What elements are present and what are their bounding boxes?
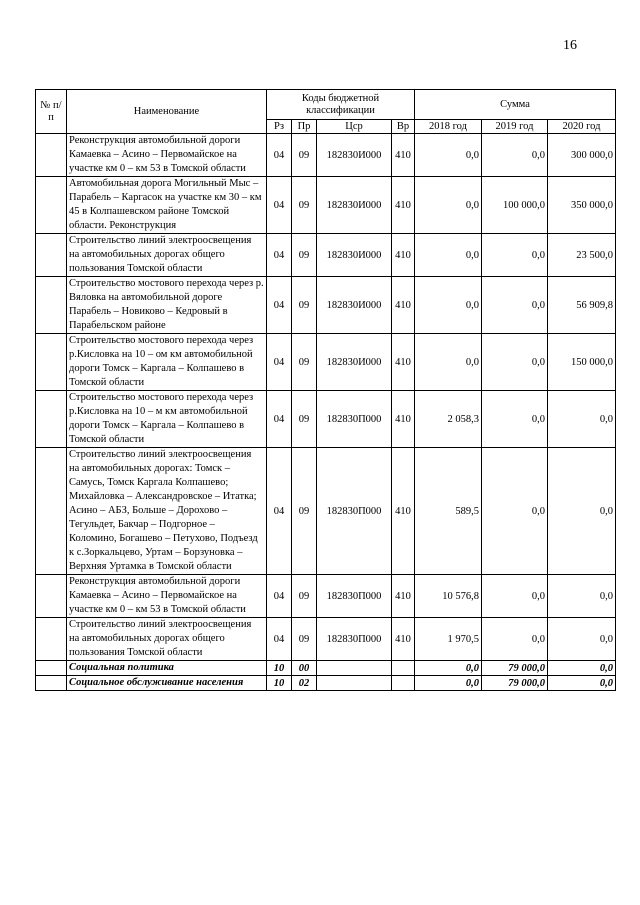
cell-vr <box>392 661 415 676</box>
table-row <box>36 234 616 277</box>
header-sum: Сумма <box>415 90 616 120</box>
cell-vr: 410 <box>392 575 415 618</box>
cell-csr: 182830И000 <box>317 134 392 177</box>
cell-rz: 04 <box>267 575 292 618</box>
cell-2020: 350 000,0 <box>548 177 616 234</box>
cell-name: Строительство мостового перехода через р.Кисловка на 10 – ом км автомобильной дороги Томск – Каргала – Колпашево в Томской области <box>67 334 267 391</box>
cell-name: Реконструкция автомобильной дороги Камаевка – Асино – Первомайское на участке км 0 – км 53 в Томской области <box>67 134 267 177</box>
cell-2018: 0,0 <box>415 177 482 234</box>
header-2019: 2019 год <box>482 120 548 134</box>
cell-pr: 09 <box>292 277 317 334</box>
table-row <box>36 618 616 661</box>
table-body <box>36 134 616 691</box>
cell-2019: 0,0 <box>482 391 548 448</box>
page-number: 16 <box>563 38 577 53</box>
cell-2019: 79 000,0 <box>482 661 548 676</box>
cell-2019: 79 000,0 <box>482 676 548 691</box>
cell-2018: 0,0 <box>415 134 482 177</box>
cell-vr: 410 <box>392 177 415 234</box>
cell-vr: 410 <box>392 234 415 277</box>
table-row <box>36 134 616 177</box>
cell-name: Строительство мостового перехода через р.Кисловка на 10 – м км автомобильной дороги Томск – Каргала – Колпашево в Томской области <box>67 391 267 448</box>
cell-2020: 23 500,0 <box>548 234 616 277</box>
table-row <box>36 676 616 691</box>
cell-num <box>36 618 67 661</box>
budget-table <box>35 89 616 691</box>
cell-2018: 0,0 <box>415 234 482 277</box>
cell-num <box>36 277 67 334</box>
header-codes: Коды бюджетной классификации <box>267 90 415 120</box>
cell-csr <box>317 661 392 676</box>
cell-csr: 182830И000 <box>317 234 392 277</box>
cell-pr: 02 <box>292 676 317 691</box>
cell-2019: 0,0 <box>482 334 548 391</box>
header-csr: Цср <box>317 120 392 134</box>
cell-vr: 410 <box>392 448 415 575</box>
table-row <box>36 177 616 234</box>
header-rz: Рз <box>267 120 292 134</box>
cell-2019: 100 000,0 <box>482 177 548 234</box>
cell-num <box>36 448 67 575</box>
cell-name: Строительство линий электроосвещения на автомобильных дорогах общего пользования Томской области <box>67 234 267 277</box>
cell-pr: 09 <box>292 575 317 618</box>
cell-pr: 09 <box>292 618 317 661</box>
cell-pr: 09 <box>292 334 317 391</box>
cell-2019: 0,0 <box>482 575 548 618</box>
cell-2020: 0,0 <box>548 618 616 661</box>
cell-csr: 182830И000 <box>317 334 392 391</box>
cell-vr: 410 <box>392 618 415 661</box>
cell-rz: 04 <box>267 334 292 391</box>
cell-csr: 182830П000 <box>317 448 392 575</box>
cell-2018: 10 576,8 <box>415 575 482 618</box>
cell-2018: 2 058,3 <box>415 391 482 448</box>
cell-2019: 0,0 <box>482 448 548 575</box>
cell-csr: 182830П000 <box>317 575 392 618</box>
cell-2020: 0,0 <box>548 676 616 691</box>
cell-vr: 410 <box>392 334 415 391</box>
cell-csr: 182830И000 <box>317 277 392 334</box>
cell-2019: 0,0 <box>482 234 548 277</box>
cell-2020: 300 000,0 <box>548 134 616 177</box>
header-2020: 2020 год <box>548 120 616 134</box>
cell-rz: 10 <box>267 676 292 691</box>
cell-2020: 0,0 <box>548 661 616 676</box>
cell-num <box>36 177 67 234</box>
cell-2019: 0,0 <box>482 618 548 661</box>
table-row <box>36 575 616 618</box>
cell-num <box>36 134 67 177</box>
cell-rz: 10 <box>267 661 292 676</box>
cell-rz: 04 <box>267 277 292 334</box>
cell-2020: 0,0 <box>548 391 616 448</box>
cell-rz: 04 <box>267 618 292 661</box>
cell-num <box>36 334 67 391</box>
cell-name: Реконструкция автомобильной дороги Камаевка – Асино – Первомайское на участке км 0 – км 53 в Томской области <box>67 575 267 618</box>
cell-num <box>36 676 67 691</box>
cell-name: Строительство линий электроосвещения на автомобильных дорогах общего пользования Томской области <box>67 618 267 661</box>
cell-num <box>36 234 67 277</box>
cell-csr: 182830И000 <box>317 177 392 234</box>
cell-vr: 410 <box>392 391 415 448</box>
cell-2018: 589,5 <box>415 448 482 575</box>
cell-2019: 0,0 <box>482 134 548 177</box>
table-row <box>36 448 616 575</box>
cell-name: Автомобильная дорога Могильный Мыс – Парабель – Каргасок на участке км 30 – км 45 в Колпашевском районе Томской области. Реконструкция <box>67 177 267 234</box>
cell-2020: 0,0 <box>548 448 616 575</box>
cell-name: Строительство мостового перехода через р. Вяловка на автомобильной дороге Парабель – Новиково – Кедровый в Парабельском районе <box>67 277 267 334</box>
cell-csr <box>317 676 392 691</box>
cell-name: Строительство линий электроосвещения на автомобильных дорогах: Томск – Самусь, Томск Каргала Колпашево; Михайловка – Александровское – Итатка; Асино – АБЗ, Больше – Дорохово – Тегульдет, Бакчар – Подгорное – Коломино, Богашево – Петухово, Подъезд к с.Зоркальцево, Уртам – Борзуновка – Верхняя Уртамка в Томской области <box>67 448 267 575</box>
cell-vr: 410 <box>392 134 415 177</box>
cell-num <box>36 391 67 448</box>
cell-rz: 04 <box>267 134 292 177</box>
cell-pr: 09 <box>292 177 317 234</box>
header-vr: Вр <box>392 120 415 134</box>
cell-pr: 09 <box>292 134 317 177</box>
cell-2020: 150 000,0 <box>548 334 616 391</box>
cell-num <box>36 575 67 618</box>
cell-pr: 09 <box>292 448 317 575</box>
cell-2018: 0,0 <box>415 676 482 691</box>
cell-2018: 1 970,5 <box>415 618 482 661</box>
cell-2018: 0,0 <box>415 334 482 391</box>
cell-2018: 0,0 <box>415 277 482 334</box>
header-pr: Пр <box>292 120 317 134</box>
cell-vr: 410 <box>392 277 415 334</box>
cell-pr: 09 <box>292 234 317 277</box>
cell-rz: 04 <box>267 177 292 234</box>
table-row <box>36 391 616 448</box>
cell-2018: 0,0 <box>415 661 482 676</box>
cell-name: Социальное обслуживание населения <box>67 676 267 691</box>
header-name: Наименование <box>67 90 267 134</box>
cell-pr: 00 <box>292 661 317 676</box>
cell-2019: 0,0 <box>482 277 548 334</box>
header-2018: 2018 год <box>415 120 482 134</box>
cell-rz: 04 <box>267 391 292 448</box>
table-row <box>36 334 616 391</box>
cell-rz: 04 <box>267 234 292 277</box>
table-row <box>36 277 616 334</box>
cell-pr: 09 <box>292 391 317 448</box>
cell-csr: 182830П000 <box>317 618 392 661</box>
cell-2020: 56 909,8 <box>548 277 616 334</box>
cell-csr: 182830П000 <box>317 391 392 448</box>
cell-2020: 0,0 <box>548 575 616 618</box>
cell-name: Социальная политика <box>67 661 267 676</box>
header-num: № п/п <box>36 90 67 134</box>
cell-num <box>36 661 67 676</box>
cell-rz: 04 <box>267 448 292 575</box>
table-header <box>36 90 616 134</box>
cell-vr <box>392 676 415 691</box>
table-row <box>36 661 616 676</box>
